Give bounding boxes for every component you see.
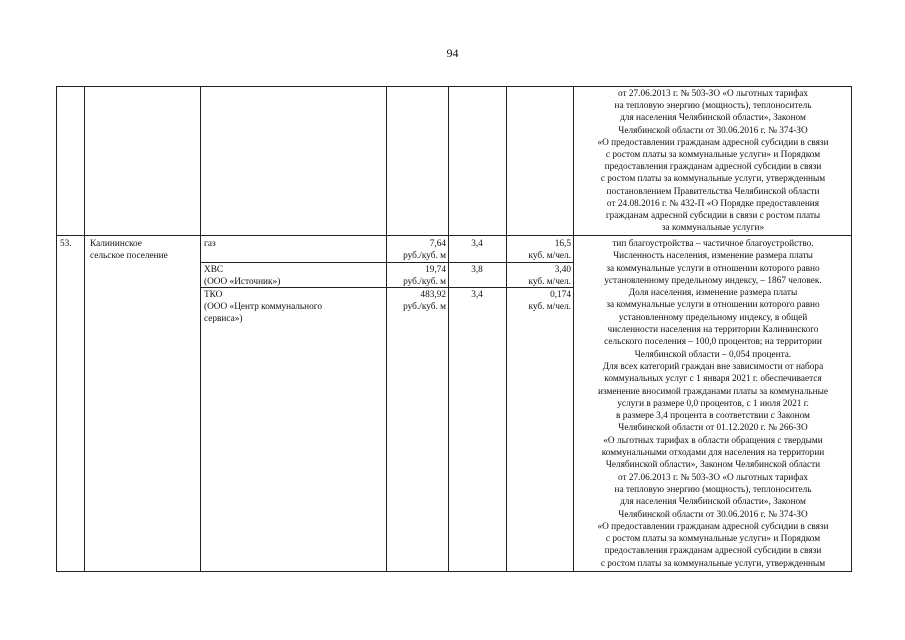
column-divider — [200, 87, 201, 571]
note-line: Челябинской области», Законом Челябинской области — [605, 460, 821, 471]
note-line: на тепловую энергию (мощность), теплоноситель — [614, 484, 812, 495]
note-line: гражданам адресной субсидии в связи с ростом платы — [605, 211, 821, 222]
municipality-name — [90, 238, 198, 262]
note-line: Челябинской области – 0,054 процента. — [634, 349, 792, 360]
page-number: 94 — [446, 46, 459, 60]
column-divider — [573, 87, 574, 571]
note-line: установленному предельному индексу, – 1867 человек. — [604, 275, 822, 286]
service-name-cold-water — [204, 264, 384, 288]
note-line: Доля населения, изменение размера платы — [628, 288, 798, 299]
service-volume-cold-water — [508, 264, 571, 288]
price-value: 19,74 — [425, 265, 446, 275]
note-line: от 27.06.2013 г. № 503-ЗО «О льготных тарифах — [617, 472, 809, 483]
service-index-solid-waste: 3,4 — [471, 290, 483, 300]
volume-value: 0,174 — [550, 290, 571, 300]
service-name-gas — [204, 238, 384, 250]
service-name-line: ХВС — [204, 265, 224, 275]
tariff-table — [56, 86, 852, 572]
note-line: «О предоставлении гражданам адресной субсидии в связи — [597, 137, 829, 148]
note-line: изменение вносимой гражданами платы за коммунальные — [598, 386, 828, 397]
note-line: Челябинской области от 30.06.2016 г. № 374-ЗО — [618, 125, 808, 136]
note-line: сельского поселения – 100,0 процентов; на территории — [604, 337, 822, 348]
prev-row-note — [575, 88, 851, 234]
price-unit: руб./куб. м — [403, 251, 446, 262]
volume-unit: куб. м/чел. — [528, 302, 571, 313]
note-line: Челябинской области от 01.12.2020 г. № 266-ЗО — [618, 423, 808, 434]
row53-note — [575, 238, 851, 570]
note-line: «О предоставлении гражданам адресной субсидии в связи — [597, 521, 829, 532]
service-volume-gas — [508, 238, 571, 262]
note-line: тип благоустройства – частичное благоустройство. — [612, 239, 814, 249]
volume-unit: куб. м/чел. — [528, 251, 571, 262]
note-line: коммунальными отходами для населения на территории — [601, 448, 825, 459]
note-line: с ростом платы за коммунальные услуги, утвержденным — [600, 558, 826, 569]
note-line: постановлением Правительства Челябинской области — [606, 186, 820, 197]
service-name-line: (ООО «Центр коммунального — [204, 302, 323, 313]
service-price-gas — [388, 238, 446, 262]
note-line: Челябинской области от 30.06.2016 г. № 374-ЗО — [618, 509, 808, 520]
note-line: с ростом платы за коммунальные услуги» и Порядком — [605, 150, 821, 161]
service-name-line: газ — [204, 239, 216, 249]
column-divider — [386, 87, 387, 571]
note-line: «О льготных тарифах в области обращения с твердыми — [603, 435, 823, 446]
municipality-line: сельское поселение — [90, 251, 168, 262]
note-line: на тепловую энергию (мощность), теплоноситель — [614, 101, 812, 112]
note-line: установленному предельному индексу, в общей — [618, 312, 808, 323]
row-number: 53. — [60, 239, 72, 249]
note-line: с ростом платы за коммунальные услуги» и Порядком — [605, 534, 821, 545]
row-divider — [57, 235, 851, 236]
service-name-line: (ООО «Источник») — [204, 277, 281, 288]
service-price-solid-waste — [388, 289, 446, 313]
municipality-line: Калининское — [90, 239, 142, 249]
note-line: коммунальных услуг с 1 января 2021 г. обеспечивается — [604, 374, 822, 385]
note-line: численности населения на территории Калининского — [607, 325, 819, 336]
column-divider — [506, 87, 507, 571]
service-name-solid-waste — [204, 289, 384, 326]
note-line: услуги в размере 0,0 процентов, с 1 июля 2021 г. — [617, 398, 809, 409]
note-line: с ростом платы за коммунальные услуги, утвержденным — [600, 174, 826, 185]
service-index-cold-water: 3,8 — [471, 265, 483, 275]
volume-unit: куб. м/чел. — [528, 277, 571, 288]
note-line: Численность населения, изменение размера платы — [613, 251, 813, 262]
note-line: Для всех категорий граждан вне зависимости от набора — [602, 361, 824, 372]
note-line: для населения Челябинской области», Законом — [620, 497, 806, 508]
note-line: за коммунальные услуги в отношении которого равно — [606, 263, 820, 274]
column-divider — [448, 87, 449, 571]
note-line: за коммунальные услуги» — [661, 223, 765, 234]
note-line: в размере 3,4 процента в соответствии с Законом — [616, 411, 810, 422]
volume-value: 16,5 — [554, 239, 571, 249]
note-line: для населения Челябинской области», Законом — [620, 113, 806, 124]
service-price-cold-water — [388, 264, 446, 288]
price-unit: руб./куб. м — [403, 277, 446, 288]
price-value: 7,64 — [429, 239, 446, 249]
price-unit: руб./куб. м — [403, 302, 446, 313]
note-line: предоставления гражданам адресной субсидии в связи — [604, 546, 822, 557]
note-line: от 24.08.2016 г. № 432-П «О Порядке предоставления — [606, 198, 820, 209]
note-line: предоставления гражданам адресной субсидии в связи — [604, 162, 822, 173]
volume-value: 3,40 — [554, 265, 571, 275]
service-volume-solid-waste — [508, 289, 571, 313]
service-name-line: сервиса») — [204, 314, 243, 325]
price-value: 483,92 — [420, 290, 446, 300]
service-name-line: ТКО — [204, 290, 223, 300]
service-index-gas: 3,4 — [471, 239, 483, 249]
note-line: от 27.06.2013 г. № 503-ЗО «О льготных тарифах — [617, 89, 809, 99]
note-line: за коммунальные услуги в отношении которого равно — [606, 300, 820, 311]
column-divider — [84, 87, 85, 571]
